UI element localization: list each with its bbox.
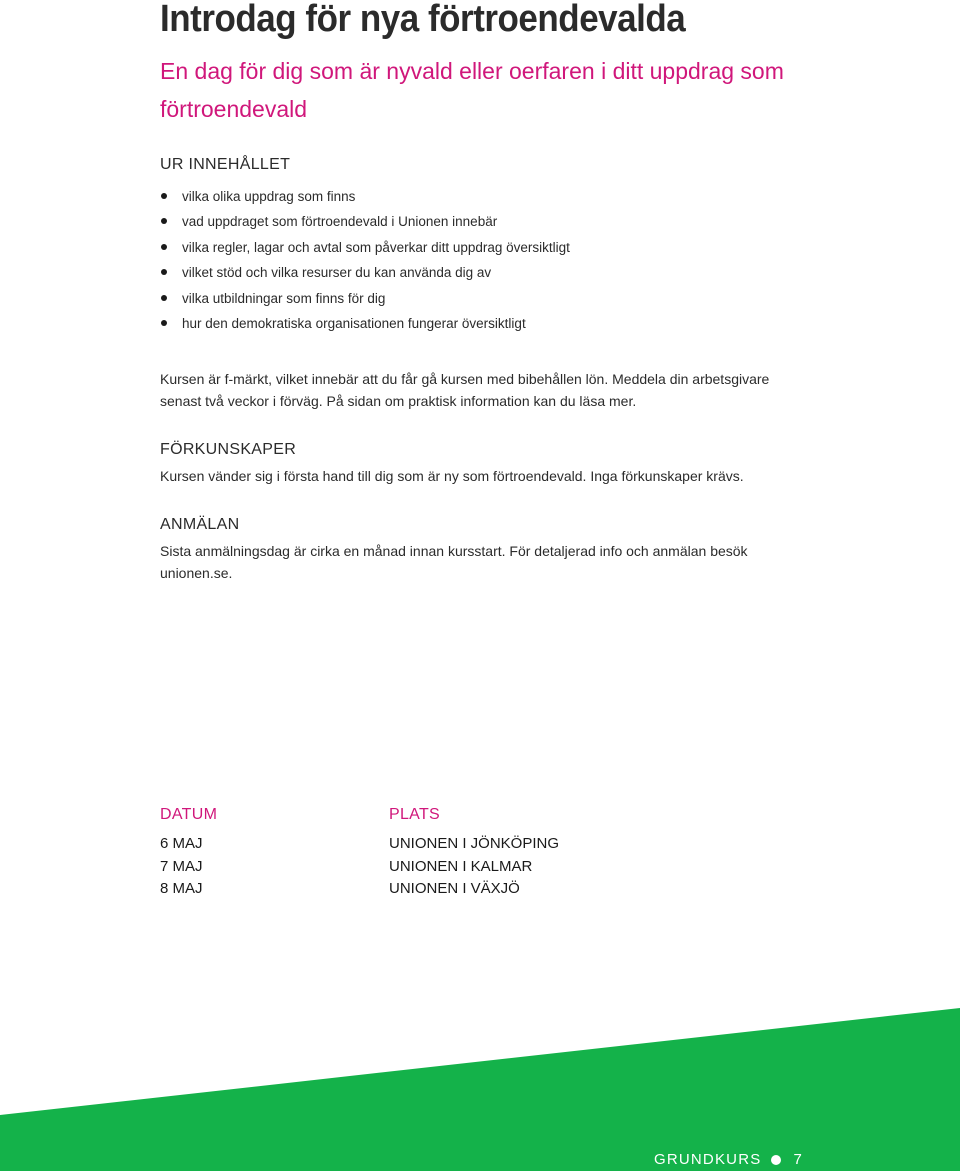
list-item xyxy=(160,311,570,336)
place-item: UNIONEN I KALMAR xyxy=(389,857,533,875)
page-footer xyxy=(654,1151,803,1168)
bullet-icon xyxy=(161,218,167,224)
date-item: 6 MAJ xyxy=(160,835,203,852)
list-item-text: hur den demokratiska organisationen fungerar översiktligt xyxy=(182,315,526,331)
registration-heading: ANMÄLAN xyxy=(160,516,240,533)
list-item xyxy=(160,286,570,311)
bullet-icon xyxy=(161,295,167,301)
list-item-text: vad uppdraget som förtroendevald i Unionen innebär xyxy=(182,214,498,230)
date-item: 7 MAJ xyxy=(160,857,203,875)
bullet-icon xyxy=(161,193,167,199)
place-item: UNIONEN I JÖNKÖPING xyxy=(389,835,560,852)
place-item: UNIONEN I VÄXJÖ xyxy=(389,880,520,897)
prerequisites-heading: FÖRKUNSKAPER xyxy=(160,441,297,458)
contents-heading: UR INNEHÅLLET xyxy=(160,156,291,173)
page-number: 7 xyxy=(793,1151,803,1168)
date-list xyxy=(160,833,203,901)
list-item xyxy=(160,209,570,234)
prerequisites-text: Kursen vänder sig i första hand till dig som är ny som förtroendevald. Inga förkunskaper krävs. xyxy=(160,468,744,484)
bullet-icon xyxy=(161,320,167,326)
list-item-text: vilket stöd och vilka resurser du kan använda dig av xyxy=(182,265,492,281)
green-band xyxy=(0,1000,960,1171)
registration-text: Sista anmälningsdag är cirka en månad innan kursstart. För detaljerad info och anmälan besök unionen.se. xyxy=(160,543,748,581)
bullet-icon xyxy=(161,244,167,250)
page-subtitle: En dag för dig som är nyvald eller oerfaren i ditt uppdrag som förtroendevald xyxy=(160,58,784,122)
date-heading: DATUM xyxy=(160,806,218,823)
list-item-text: vilka regler, lagar och avtal som påverkar ditt uppdrag översiktligt xyxy=(182,239,570,255)
page-title: Introdag för nya förtroendevalda xyxy=(160,0,686,40)
list-item-text: vilka olika uppdrag som finns xyxy=(182,189,356,204)
place-list xyxy=(389,833,559,901)
course-info-text: Kursen är f-märkt, vilket innebär att du får gå kursen med bibehållen lön. Meddela din arbetsgivare senast två veckor i förväg. På sidan om praktisk information kan du läsa mer. xyxy=(160,371,770,409)
contents-list xyxy=(160,184,570,336)
bullet-icon xyxy=(161,269,167,275)
dot-separator-icon xyxy=(771,1155,781,1165)
list-item xyxy=(160,260,570,285)
place-heading: PLATS xyxy=(389,806,440,823)
list-item xyxy=(160,184,570,209)
footer-label: GRUNDKURS xyxy=(653,1151,762,1168)
list-item xyxy=(160,235,570,260)
date-item: 8 MAJ xyxy=(160,880,203,897)
list-item-text: vilka utbildningar som finns för dig xyxy=(182,290,386,306)
